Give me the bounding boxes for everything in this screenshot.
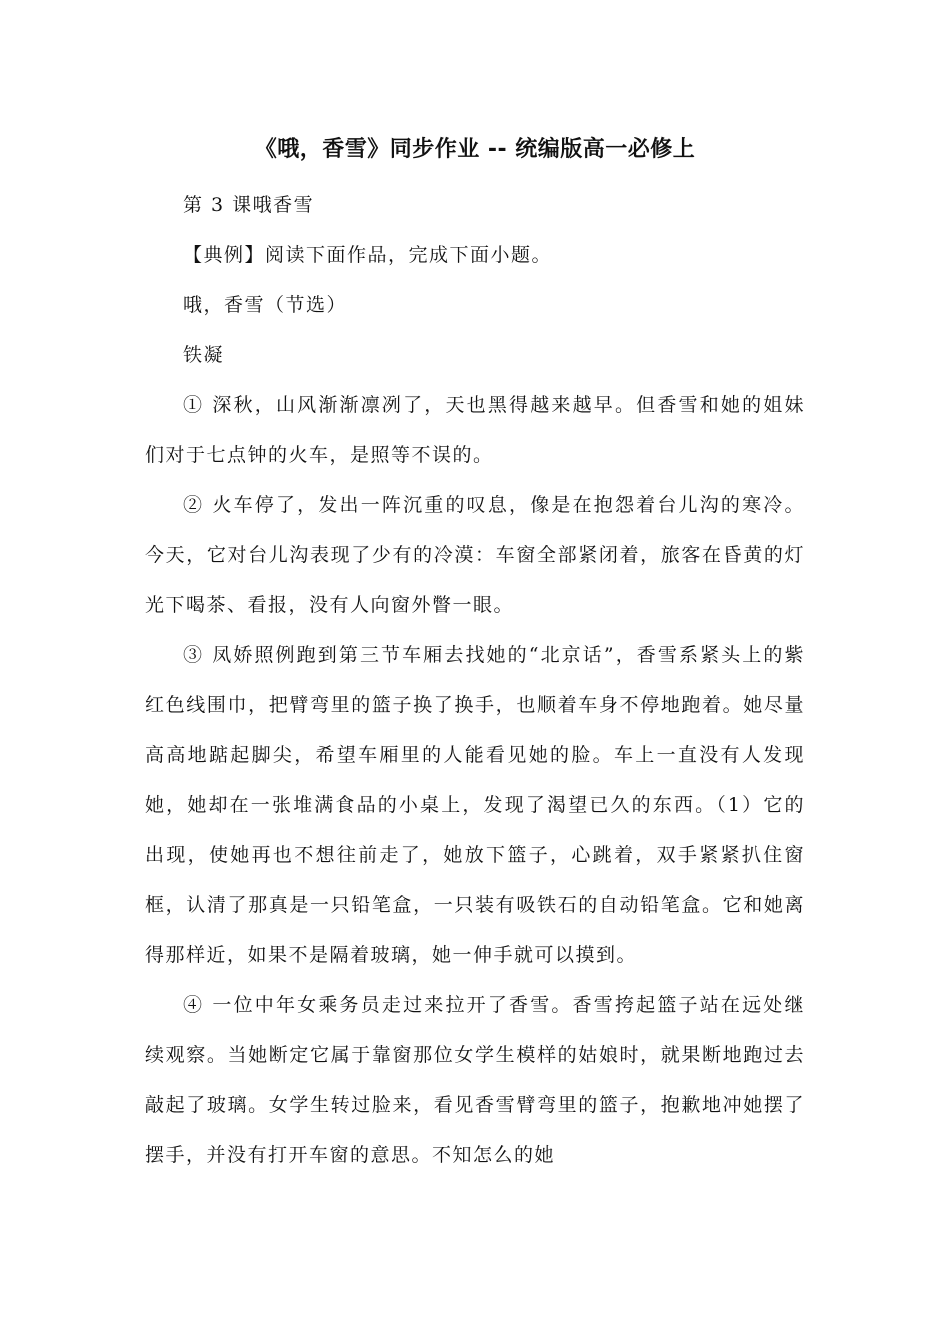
example-instruction: 【典例】阅读下面作品，完成下面小题。 [183,244,553,266]
document-title: 《哦，香雪》同步作业 -- 统编版高一必修上 [254,137,696,162]
document-body [145,180,805,1180]
paragraph-4: ④ 一位中年女乘务员走过来拉开了香雪。香雪挎起篮子站在远处继续观察。当她断定它属于靠窗那位女学生模样的姑娘时，就果断地跑过去敲起了玻璃。女学生转过脸来，看见香雪臂弯里的篮子，抱歉地冲她摆了摆手，并没有打开车窗的意思。不知怎么的她 [145,994,805,1166]
excerpt-title: 哦，香雪（节选） [183,294,348,316]
paragraph-3: ③ 凤娇照例跑到第三节车厢去找她的“北京话”，香雪系紧头上的紫红色线围巾，把臂弯里的篮子换了换手，也顺着车身不停地跑着。她尽量高高地踮起脚尖，希望车厢里的人能看见她的脸。车上一直没有人发现她，她却在一张堆满食品的小桌上，发现了渴望已久的东西。（1）它的出现，使她再也不想往前走了，她放下篮子，心跳着，双手紧紧扒住窗框，认清了那真是一只铅笔盒，一只装有吸铁石的自动铅笔盒。它和她离得那样近，如果不是隔着玻璃，她一伸手就可以摸到。 [145,644,805,966]
paragraph-2: ② 火车停了，发出一阵沉重的叹息，像是在抱怨着台儿沟的寒冷。今天，它对台儿沟表现了少有的冷漠：车窗全部紧闭着，旅客在昏黄的灯光下喝茶、看报，没有人向窗外瞥一眼。 [145,494,805,616]
paragraph-1: ① 深秋，山风渐渐凛冽了，天也黑得越来越早。但香雪和她的姐妹们对于七点钟的火车，是照等不误的。 [145,394,805,466]
lesson-heading: 第 3 课哦香雪 [183,194,315,216]
author-name: 铁凝 [183,344,225,366]
